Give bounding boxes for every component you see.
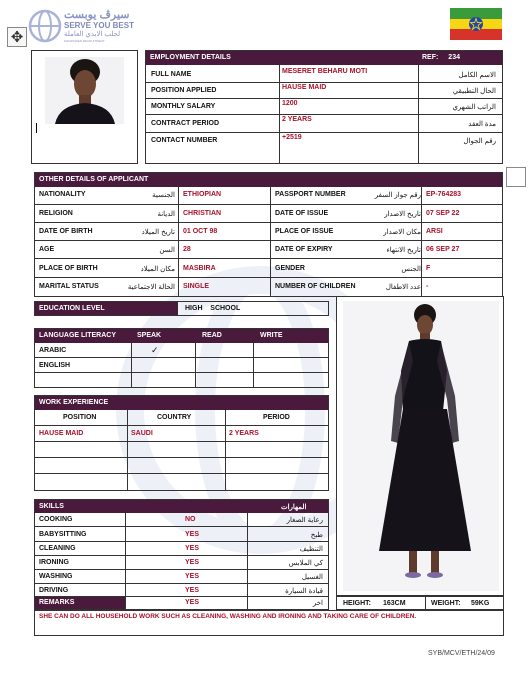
other-row: DATE OF BIRTH تاريخ الميلاد 01 OCT 98 PLACE OF ISSUE مكان الاصدار ARSI bbox=[34, 223, 503, 241]
row-full-name: FULL NAME MESERET BEHARU MOTI الاسم الكامل bbox=[146, 67, 502, 83]
work-experience-table bbox=[34, 395, 329, 491]
row-contract: CONTRACT PERIOD 2 YEARS مدة العقد bbox=[146, 115, 502, 133]
measurements-row bbox=[336, 596, 504, 610]
logo-globe-icon bbox=[28, 9, 62, 43]
other-row: AGE السن 28 DATE OF EXPIRY تاريخ الانتهاء 06 SEP 27 bbox=[34, 241, 503, 259]
employment-rows bbox=[146, 65, 502, 163]
move-handle-icon[interactable]: ✥ bbox=[7, 27, 27, 47]
other-header: OTHER DETAILS OF APPLICANT bbox=[35, 173, 271, 187]
skill-row: CLEANING YES التنظيف bbox=[35, 542, 328, 556]
weight-value: 59KG bbox=[471, 600, 490, 607]
language-col-name: LANGUAGE LITERACY bbox=[39, 332, 116, 339]
brand-tagline-ar: لجلب الايدي العاملة bbox=[64, 31, 121, 38]
brand-tagline-en: MANPOWER RECRUITMENT bbox=[64, 39, 105, 43]
work-col-headers: POSITION COUNTRY PERIOD bbox=[35, 410, 328, 426]
height-label: HEIGHT: bbox=[343, 600, 371, 607]
language-row: ARABIC ✓ bbox=[35, 343, 328, 358]
language-col-speak: SPEAK bbox=[137, 332, 162, 339]
skill-row: IRONING YES كي الملابس bbox=[35, 556, 328, 570]
ref-label: REF: bbox=[422, 54, 439, 61]
skills-header-ar: المهارات bbox=[281, 504, 307, 511]
ref-cell bbox=[418, 51, 502, 65]
education-row bbox=[34, 301, 329, 316]
ref-value: 234 bbox=[448, 54, 460, 61]
ethiopia-flag bbox=[450, 8, 502, 40]
face-photo-frame bbox=[31, 50, 138, 164]
language-table bbox=[34, 328, 329, 388]
employment-details-table bbox=[145, 50, 503, 164]
check-icon: ✓ bbox=[151, 345, 159, 355]
footer-code: SYB/MCV/ETH/24/09 bbox=[428, 650, 495, 657]
height-value: 163CM bbox=[383, 600, 406, 607]
education-value: HIGH SCHOOL bbox=[185, 305, 241, 312]
other-row: RELIGION الديانة CHRISTIAN DATE OF ISSUE تاريخ الاصدار 07 SEP 22 bbox=[34, 205, 503, 223]
brand-name: SERVE YOU BEST bbox=[64, 21, 134, 30]
company-logo bbox=[28, 8, 138, 44]
row-contact: CONTACT NUMBER +2519 رقم الجوال bbox=[151, 134, 496, 145]
work-header: WORK EXPERIENCE bbox=[35, 396, 328, 410]
employment-header: EMPLOYMENT DETAILS bbox=[146, 51, 418, 65]
skill-row: COOKING NO رعاية الصغار bbox=[35, 513, 328, 527]
education-label: EDUCATION LEVEL bbox=[35, 302, 178, 315]
note-text: SHE CAN DO ALL HOUSEHOLD WORK SUCH AS CLEANING, WASHING AND IRONING AND TAKING CARE OF CHILDREN. bbox=[39, 613, 417, 620]
language-row: ENGLISH bbox=[35, 358, 328, 373]
other-row: NATIONALITY الجنسية ETHIOPIAN PASSPORT NUMBER رقم جواز السفر EP-764283 bbox=[34, 186, 503, 205]
full-body-photo-frame bbox=[336, 296, 504, 596]
skill-row: WASHING YES الغسيل bbox=[35, 570, 328, 584]
skill-row: DRIVING YES قيادة السيارة bbox=[35, 584, 328, 597]
work-row: HAUSE MAID SAUDI 2 YEARS bbox=[35, 426, 328, 442]
skills-header: SKILLS bbox=[39, 503, 64, 510]
other-row: MARITAL STATUS الحالة الاجتماعية SINGLE NUMBER OF CHILDREN عدد الاطفال - bbox=[34, 278, 503, 297]
face-photo bbox=[45, 57, 124, 124]
note-row bbox=[34, 610, 504, 636]
full-body-photo bbox=[343, 301, 499, 591]
language-col-read: READ bbox=[202, 332, 222, 339]
row-salary: MONTHLY SALARY 1200 الراتب الشهري bbox=[146, 99, 502, 115]
row-position: POSITION APPLIED HAUSE MAID الحال التطبيقي bbox=[146, 83, 502, 99]
weight-label: WEIGHT: bbox=[431, 600, 461, 607]
brand-arabic: سيرڤ يوبست bbox=[64, 9, 130, 21]
remarks-row: REMARKS YES اخر bbox=[35, 597, 328, 609]
language-col-write: WRITE bbox=[260, 332, 283, 339]
skills-table bbox=[34, 499, 329, 610]
other-row: PLACE OF BIRTH مكان الميلاد MASBIRA GENDER الجنس F bbox=[34, 259, 503, 278]
scroll-box[interactable] bbox=[506, 167, 526, 187]
skill-row: BABYSITTING YES طبخ bbox=[35, 527, 328, 542]
